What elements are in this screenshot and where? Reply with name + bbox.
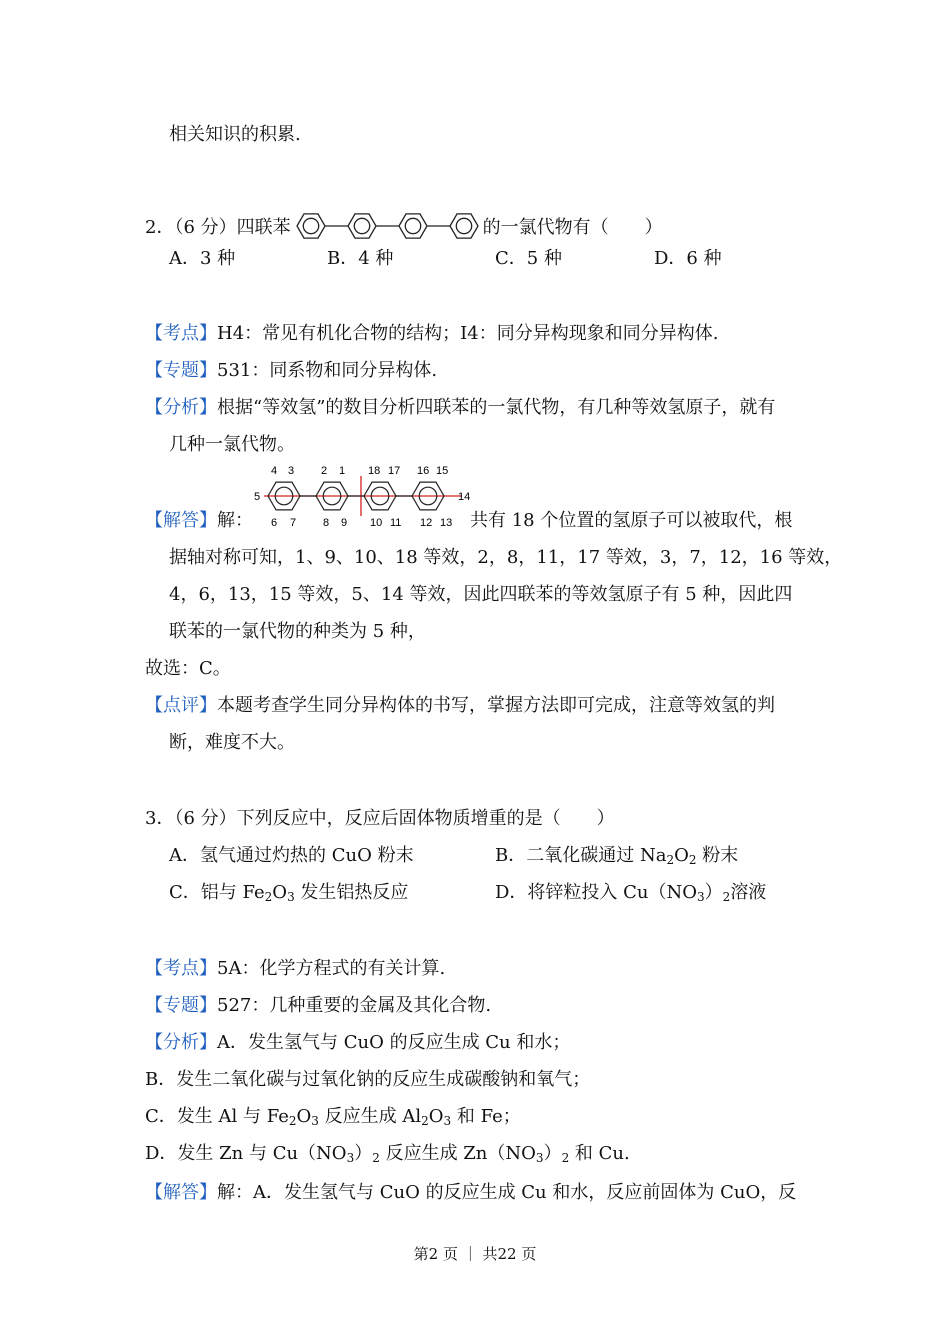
q2-zhuanti [145,358,437,384]
stem-aromatic-circle [303,218,318,233]
q3-stem: 3．（6 分）下列反应中，反应后固体物质增重的是（ ） [145,808,615,829]
q3-kaodian-tag: 【考点】 [145,958,217,979]
quaterphenyl-structure [292,209,482,243]
q3-fenxi-c-m2: 反应生成 Al [318,1106,422,1127]
q2-kaodian-text: H4：常见有机化合物的结构；I4：同分异构现象和同分异构体. [217,323,719,344]
quaterphenyl-rings [297,214,478,238]
pos-label-15: 15 [436,466,449,477]
q2-kaodian [145,321,718,347]
q3-fenxi-d-m2: 反应生成 Zn（NO [379,1143,536,1164]
q3-option-c-post: 发生铝热反应 [294,882,409,903]
pos-label-11: 11 [390,517,402,529]
q2-stem-pre: 2．（6 分）四联苯 [145,217,291,238]
stem-aromatic-circle [354,218,369,233]
pos-label-9: 9 [341,517,348,529]
q3-fenxi-c [145,1104,521,1130]
q2-option-d: D．6 种 [654,248,722,269]
q3-option-b-post: 粉末 [696,845,739,866]
q3-option-d-post: 溶液 [730,882,767,903]
pos-label-7: 7 [290,517,297,529]
q2-dianping [145,693,775,719]
stem-benzene-ring [450,214,478,238]
pos-label-5: 5 [254,491,261,503]
pos-label-13: 13 [440,517,453,529]
q3-fenxi-d-pre: D．发生 Zn 与 Cu（NO [145,1143,347,1164]
pos-label-16: 16 [417,466,430,477]
q2-jieda-text-4: 联苯的一氯代物的种类为 5 种， [169,621,426,642]
q3-option-c-sub1: 2 [264,890,273,904]
q3-kaodian [145,956,445,982]
q3-option-c [169,880,408,906]
q3-zhuanti-text: 527：几种重要的金属及其化合物. [217,995,492,1016]
pos-label-10: 10 [370,517,383,529]
q3-fenxi [145,1030,570,1056]
q3-fenxi-tag: 【分析】 [145,1032,217,1053]
q3-zhuanti-tag: 【专题】 [145,995,217,1016]
q3-option-b-pre: B．二氧化碳通过 Na [495,845,667,866]
q3-fenxi-c-sub4: 3 [443,1114,452,1128]
pos-label-6: 6 [271,517,278,529]
q3-fenxi-c-sub3: 2 [421,1114,429,1128]
q3-option-d-pre: D．将锌粒投入 Cu（NO [495,882,698,903]
q3-kaodian-text: 5A：化学方程式的有关计算. [217,958,446,979]
prev-answer-tail: 相关知识的积累. [169,124,301,145]
q2-kaodian-tag: 【考点】 [145,323,217,344]
page-footer: 第2 页 ｜ 共22 页 [413,1245,537,1263]
q3-option-c-mid: O [272,882,288,903]
q2-zhuanti-tag: 【专题】 [145,360,217,381]
q2-fenxi-text-1: 根据“等效氢”的数目分析四联苯的一氯代物，有几种等效氢原子，就有 [217,397,776,418]
q2-option-c: C．5 种 [495,248,562,269]
q3-jieda-text-1: 解：A．发生氢气与 CuO 的反应生成 Cu 和水，反应前固体为 CuO，反 [217,1182,797,1203]
q2-fenxi-text-2: 几种一氯代物。 [169,434,295,455]
q3-option-b-sub2: 2 [688,853,697,867]
q2-jieda [145,508,253,534]
q3-option-d-mid: ） [704,882,723,903]
q2-jieda-text-1a: 解： [217,510,253,531]
q2-dianping-text-2: 断，难度不大。 [169,732,295,753]
q2-option-b: B．4 种 [327,248,394,269]
q3-fenxi-b: B．发生二氧化碳与过氧化钠的反应生成碳酸钠和氧气； [145,1069,591,1090]
q3-fenxi-d-m3: ） [543,1143,562,1164]
stem-benzene-ring [348,214,376,238]
q2-fenxi-tag: 【分析】 [145,397,217,418]
q2-zhuanti-text: 531：同系物和同分异构体. [217,360,438,381]
pos-label-14: 14 [458,491,471,503]
stem-benzene-ring [399,214,427,238]
q2-jieda-text-2: 据轴对称可知，1、9、10、18 等效，2，8，11，17 等效，3，7，12，16 等效， [169,547,843,568]
q2-stem [145,209,663,238]
q3-zhuanti [145,993,491,1019]
pos-label-3: 3 [288,466,295,477]
q3-jieda [145,1180,796,1206]
q3-fenxi-d-sub1: 3 [346,1151,355,1165]
q2-stem-post: 的一氯代物有（ ） [482,217,663,238]
q3-option-b [495,843,738,869]
q3-option-d [495,880,766,906]
q2-dianping-text-1: 本题考查学生同分异构体的书写，掌握方法即可完成，注意等效氢的判 [217,695,775,716]
stem-benzene-ring [297,214,325,238]
q3-fenxi-c-pre: C．发生 Al 与 Fe [145,1106,289,1127]
q3-fenxi-d-sub4: 2 [561,1151,570,1165]
q3-fenxi-c-post: 和 Fe； [451,1106,521,1127]
q2-option-a: A．3 种 [169,248,236,269]
q3-fenxi-d-sub2: 2 [372,1151,380,1165]
pos-label-17: 17 [388,466,401,477]
q3-fenxi-c-sub1: 2 [288,1114,297,1128]
q3-option-b-mid: O [674,845,689,866]
q2-jieda-text-1b: 共有 18 个位置的氢原子可以被取代，根 [470,510,793,531]
q2-jieda-text-3: 4，6，13，15 等效，5、14 等效，因此四联苯的等效氢原子有 5 种，因此四 [169,584,793,605]
q3-fenxi-d [145,1141,630,1167]
pos-label-8: 8 [323,517,330,529]
q3-fenxi-a: A．发生氢气与 CuO 的反应生成 Cu 和水； [217,1032,571,1053]
q2-answer: 故选：C。 [145,658,231,679]
pos-label-12: 12 [420,517,433,529]
q3-option-d-sub1: 3 [697,890,705,904]
q3-fenxi-c-sub2: 3 [311,1114,319,1128]
q3-jieda-tag: 【解答】 [145,1182,217,1203]
numbered-quaterphenyl-diagram [250,466,480,530]
pos-label-4: 4 [271,466,278,477]
q2-dianping-tag: 【点评】 [145,695,217,716]
q3-fenxi-d-post: 和 Cu. [569,1143,630,1164]
stem-aromatic-circle [405,218,420,233]
q3-fenxi-c-m1: O [296,1106,312,1127]
pos-label-2: 2 [321,466,328,477]
q3-fenxi-d-sub3: 3 [535,1151,544,1165]
q2-fenxi [145,395,775,421]
q3-option-c-sub2: 3 [287,890,295,904]
q3-option-b-sub1: 2 [666,853,675,867]
q3-option-d-sub2: 2 [722,890,731,904]
pos-label-1: 1 [339,466,346,477]
q3-option-c-pre: C．铝与 Fe [169,882,265,903]
stem-aromatic-circle [456,218,471,233]
pos-label-18: 18 [368,466,381,477]
q3-fenxi-d-m1: ） [354,1143,373,1164]
q3-option-a: A．氢气通过灼热的 CuO 粉末 [169,845,414,866]
q3-fenxi-c-m3: O [428,1106,444,1127]
q2-jieda-tag: 【解答】 [145,510,217,531]
